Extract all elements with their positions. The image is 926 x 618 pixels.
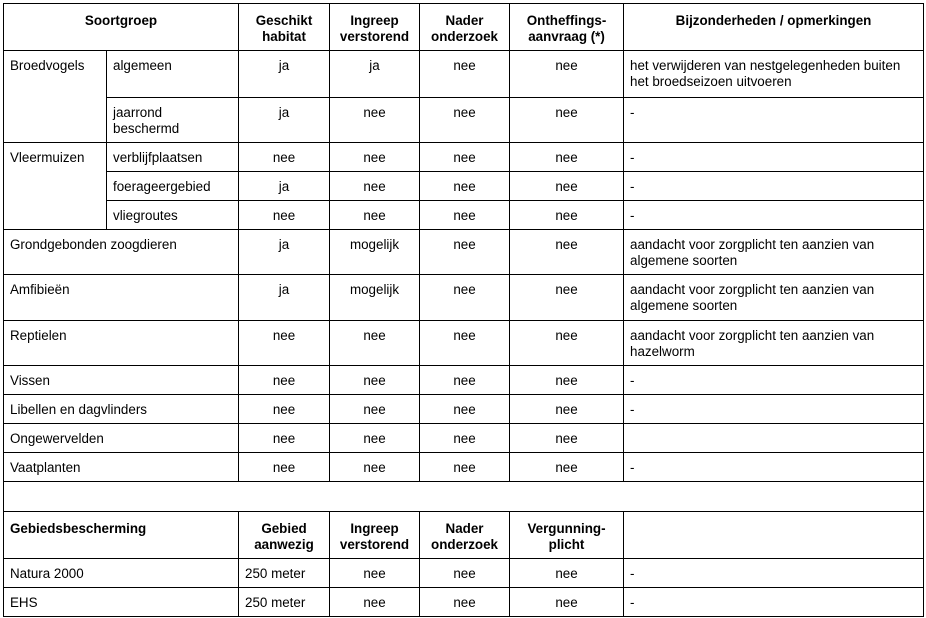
spacer-row	[4, 482, 924, 512]
area-name-cell: EHS	[4, 588, 239, 617]
subgroup-cell: foerageergebied	[107, 172, 239, 201]
habitat-cell: ja	[239, 51, 330, 98]
ontheffing-cell: nee	[510, 201, 624, 230]
species-group-cell: Amfibieën	[4, 275, 239, 321]
table-row	[4, 201, 924, 230]
opmerking-cell: -	[624, 453, 924, 482]
opmerking-cell: -	[624, 588, 924, 617]
ontheffing-cell: nee	[510, 230, 624, 275]
header-gebiedsbescherming: Gebiedsbescherming	[4, 512, 239, 559]
opmerking-cell: -	[624, 366, 924, 395]
nader-cell: nee	[420, 588, 510, 617]
nader-cell: nee	[420, 559, 510, 588]
habitat-cell: ja	[239, 230, 330, 275]
nader-cell: nee	[420, 275, 510, 321]
header-empty	[624, 512, 924, 559]
gebied-cell: 250 meter	[239, 559, 330, 588]
ontheffing-cell: nee	[510, 172, 624, 201]
habitat-cell: ja	[239, 98, 330, 143]
habitat-cell: ja	[239, 275, 330, 321]
header-nader-onderzoek: Nader onderzoek	[420, 512, 510, 559]
header-ingreep-verstorend: Ingreep verstorend	[330, 512, 420, 559]
ontheffing-cell: nee	[510, 453, 624, 482]
habitat-cell: nee	[239, 143, 330, 172]
header-ontheffingsaanvraag: Ontheffings- aanvraag (*)	[510, 4, 624, 51]
header-bijzonderheden: Bijzonderheden / opmerkingen	[624, 4, 924, 51]
species-protection-table	[3, 3, 924, 617]
opmerking-cell: -	[624, 172, 924, 201]
ingreep-cell: nee	[330, 321, 420, 366]
nader-cell: nee	[420, 424, 510, 453]
opmerking-cell: aandacht voor zorgplicht ten aanzien van algemene soorten	[624, 275, 924, 321]
table-row	[4, 395, 924, 424]
habitat-cell: nee	[239, 395, 330, 424]
table-row	[4, 588, 924, 617]
nader-cell: nee	[420, 51, 510, 98]
species-group-cell: Reptielen	[4, 321, 239, 366]
table-row	[4, 559, 924, 588]
ontheffing-cell: nee	[510, 424, 624, 453]
ingreep-cell: mogelijk	[330, 230, 420, 275]
ingreep-cell: nee	[330, 201, 420, 230]
table-row	[4, 230, 924, 275]
nader-cell: nee	[420, 143, 510, 172]
subgroup-cell: verblijfplaatsen	[107, 143, 239, 172]
opmerking-cell: -	[624, 559, 924, 588]
species-group-cell: Vissen	[4, 366, 239, 395]
ingreep-cell: nee	[330, 143, 420, 172]
table-row	[4, 172, 924, 201]
header-vergunningplicht: Vergunning- plicht	[510, 512, 624, 559]
table-row	[4, 143, 924, 172]
species-group-cell: Vaatplanten	[4, 453, 239, 482]
habitat-cell: nee	[239, 453, 330, 482]
opmerking-cell: aandacht voor zorgplicht ten aanzien van algemene soorten	[624, 230, 924, 275]
vergunning-cell: nee	[510, 588, 624, 617]
nader-cell: nee	[420, 366, 510, 395]
opmerking-cell	[624, 424, 924, 453]
vergunning-cell: nee	[510, 559, 624, 588]
ingreep-cell: ja	[330, 51, 420, 98]
species-group-cell: Ongewervelden	[4, 424, 239, 453]
subgroup-cell: vliegroutes	[107, 201, 239, 230]
header-geschikt-habitat: Geschikt habitat	[239, 4, 330, 51]
opmerking-cell: -	[624, 98, 924, 143]
table-row	[4, 424, 924, 453]
ontheffing-cell: nee	[510, 321, 624, 366]
habitat-cell: nee	[239, 321, 330, 366]
table-row	[4, 98, 924, 143]
header-row	[4, 4, 924, 51]
opmerking-cell: aandacht voor zorgplicht ten aanzien van hazelworm	[624, 321, 924, 366]
ontheffing-cell: nee	[510, 51, 624, 98]
habitat-cell: nee	[239, 201, 330, 230]
header-soortgroep: Soortgroep	[4, 4, 239, 51]
nader-cell: nee	[420, 98, 510, 143]
ontheffing-cell: nee	[510, 366, 624, 395]
opmerking-cell: -	[624, 201, 924, 230]
ingreep-cell: nee	[330, 559, 420, 588]
species-group-cell: Grondgebonden zoogdieren	[4, 230, 239, 275]
habitat-cell: nee	[239, 424, 330, 453]
gebied-cell: 250 meter	[239, 588, 330, 617]
nader-cell: nee	[420, 321, 510, 366]
nader-cell: nee	[420, 201, 510, 230]
header-nader-onderzoek: Nader onderzoek	[420, 4, 510, 51]
spacer-cell	[4, 482, 924, 512]
habitat-cell: nee	[239, 366, 330, 395]
ingreep-cell: nee	[330, 172, 420, 201]
ontheffing-cell: nee	[510, 98, 624, 143]
opmerking-cell: -	[624, 143, 924, 172]
ingreep-cell: nee	[330, 453, 420, 482]
table-row	[4, 321, 924, 366]
ingreep-cell: nee	[330, 98, 420, 143]
area-name-cell: Natura 2000	[4, 559, 239, 588]
opmerking-cell: -	[624, 395, 924, 424]
ingreep-cell: nee	[330, 588, 420, 617]
header-gebied-aanwezig: Gebied aanwezig	[239, 512, 330, 559]
nader-cell: nee	[420, 230, 510, 275]
table-row	[4, 51, 924, 98]
ingreep-cell: nee	[330, 395, 420, 424]
ontheffing-cell: nee	[510, 143, 624, 172]
species-group-cell: Libellen en dagvlinders	[4, 395, 239, 424]
subgroup-cell: jaarrond beschermd	[107, 98, 239, 143]
group-broedvogels: Broedvogels	[4, 51, 107, 143]
table-row	[4, 453, 924, 482]
habitat-cell: ja	[239, 172, 330, 201]
opmerking-cell: het verwijderen van nestgelegenheden buiten het broedseizoen uitvoeren	[624, 51, 924, 98]
nader-cell: nee	[420, 172, 510, 201]
nader-cell: nee	[420, 395, 510, 424]
header-ingreep-verstorend: Ingreep verstorend	[330, 4, 420, 51]
ontheffing-cell: nee	[510, 275, 624, 321]
ingreep-cell: nee	[330, 424, 420, 453]
nader-cell: nee	[420, 453, 510, 482]
table-row	[4, 275, 924, 321]
subgroup-cell: algemeen	[107, 51, 239, 98]
ingreep-cell: nee	[330, 366, 420, 395]
ingreep-cell: mogelijk	[330, 275, 420, 321]
table-row	[4, 366, 924, 395]
area-header-row	[4, 512, 924, 559]
group-vleermuizen: Vleermuizen	[4, 143, 107, 230]
ontheffing-cell: nee	[510, 395, 624, 424]
